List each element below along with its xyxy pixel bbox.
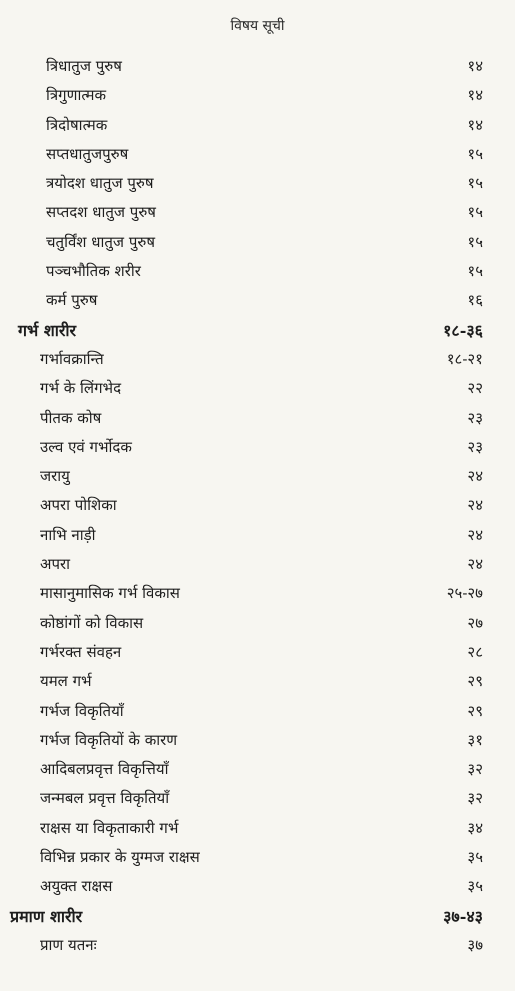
toc-entry-label: अपरा पोशिका bbox=[40, 496, 117, 515]
toc-section bbox=[0, 316, 515, 345]
toc-entry-label: त्रिधातुज पुरुष bbox=[46, 57, 122, 75]
toc-entry bbox=[0, 667, 515, 696]
toc-section-page: १८-३६ bbox=[443, 320, 483, 340]
toc-entry-page: २८ bbox=[467, 642, 483, 661]
toc-entry-page: २३ bbox=[467, 408, 483, 427]
toc-entry-page: २४ bbox=[467, 496, 483, 515]
toc-entry-page: १५ bbox=[467, 203, 483, 222]
toc-entry bbox=[0, 81, 515, 110]
page-header-title: विषय सूची bbox=[230, 18, 285, 34]
toc-entry bbox=[0, 931, 515, 960]
toc-entry-page: १५ bbox=[467, 232, 483, 251]
toc-entry-page: १५ bbox=[467, 262, 483, 281]
toc-entry bbox=[0, 433, 515, 462]
toc-entry-label: जरायु bbox=[40, 467, 70, 486]
toc-entry-page: १५ bbox=[467, 174, 483, 193]
toc-entry bbox=[0, 374, 515, 403]
toc-entry bbox=[0, 257, 515, 286]
toc-entry-page: २५-२७ bbox=[446, 584, 483, 603]
toc-entry bbox=[0, 286, 515, 315]
toc-entry-page: ३२ bbox=[467, 760, 483, 779]
toc-entry-label: उल्व एवं गर्भोदक bbox=[40, 437, 132, 456]
toc-entry-label: गर्भज विकृतियाँ bbox=[40, 701, 124, 720]
toc-entry-label: प्राण यतनः bbox=[40, 935, 97, 954]
toc-entry-label: पीतक कोष bbox=[40, 408, 102, 427]
toc-entry-label: त्रिदोषात्मक bbox=[46, 115, 108, 134]
toc-entry-page: ३५ bbox=[467, 848, 483, 867]
toc-entry-label: कोष्ठांगों को विकास bbox=[40, 613, 144, 632]
toc-entry bbox=[0, 814, 515, 843]
toc-entry-label: जन्मबल प्रवृत्त विकृतियाँ bbox=[40, 789, 170, 808]
toc-section-label: प्रमाण शारीर bbox=[10, 906, 83, 926]
toc-entry-label: विभिन्न प्रकार के युग्मज राक्षस bbox=[40, 848, 200, 867]
toc-entry bbox=[0, 198, 515, 227]
table-of-contents bbox=[0, 52, 515, 960]
toc-entry-label: कर्म पुरुष bbox=[46, 291, 98, 310]
toc-entry bbox=[0, 638, 515, 667]
toc-entry bbox=[0, 726, 515, 755]
toc-entry bbox=[0, 345, 515, 374]
toc-entry bbox=[0, 697, 515, 726]
toc-entry-label: पञ्चभौतिक शरीर bbox=[46, 262, 141, 281]
toc-entry-page: २९ bbox=[467, 701, 483, 720]
toc-entry-page: २४ bbox=[467, 555, 483, 574]
toc-entry-label: नाभि नाड़ी bbox=[40, 525, 96, 544]
toc-entry-label: सप्तधातुजपुरुष bbox=[46, 144, 129, 163]
toc-entry-label: गर्भावक्रान्ति bbox=[40, 349, 104, 368]
toc-entry bbox=[0, 784, 515, 813]
toc-entry bbox=[0, 52, 515, 81]
toc-entry-page: २७ bbox=[467, 613, 483, 632]
toc-entry bbox=[0, 404, 515, 433]
toc-entry-label: त्रिगुणात्मक bbox=[46, 86, 107, 105]
toc-entry bbox=[0, 140, 515, 169]
toc-entry-page: ३४ bbox=[467, 818, 483, 837]
toc-entry-page: १५ bbox=[467, 144, 483, 163]
toc-section-label: गर्भ शारीर bbox=[18, 320, 77, 340]
toc-entry bbox=[0, 550, 515, 579]
toc-entry bbox=[0, 111, 515, 140]
toc-entry bbox=[0, 228, 515, 257]
toc-entry-page: १४ bbox=[467, 57, 483, 75]
toc-entry-label: आदिबलप्रवृत्त विकृत्तियाँ bbox=[40, 760, 169, 779]
toc-entry-page: ३२ bbox=[467, 789, 483, 808]
toc-entry-page: २४ bbox=[467, 467, 483, 486]
toc-entry-page: १६ bbox=[467, 291, 483, 310]
toc-entry-label: सप्तदश धातुज पुरुष bbox=[46, 203, 156, 222]
toc-entry-label: गर्भ के लिंगभेद bbox=[40, 379, 122, 398]
toc-entry-page: १४ bbox=[467, 86, 483, 105]
toc-entry-label: राक्षस या विकृताकारी गर्भ bbox=[40, 818, 179, 837]
toc-entry bbox=[0, 755, 515, 784]
toc-entry-label: यमल गर्भ bbox=[40, 672, 92, 691]
toc-entry-page: २३ bbox=[467, 437, 483, 456]
toc-entry-label: अपरा bbox=[40, 555, 71, 574]
toc-section bbox=[0, 902, 515, 931]
toc-entry bbox=[0, 521, 515, 550]
toc-entry bbox=[0, 609, 515, 638]
toc-entry-page: २४ bbox=[467, 525, 483, 544]
toc-entry bbox=[0, 462, 515, 491]
toc-entry-page: २९ bbox=[467, 672, 483, 691]
toc-section-page: ३७-४३ bbox=[443, 906, 483, 926]
toc-entry-page: १४ bbox=[467, 115, 483, 134]
toc-entry bbox=[0, 491, 515, 520]
toc-entry-label: मासानुमासिक गर्भ विकास bbox=[40, 584, 180, 603]
toc-entry bbox=[0, 843, 515, 872]
toc-entry-page: २२ bbox=[467, 379, 483, 398]
toc-entry bbox=[0, 872, 515, 901]
toc-entry-label: त्रयोदश धातुज पुरुष bbox=[46, 174, 154, 193]
toc-entry bbox=[0, 169, 515, 198]
toc-entry-page: १८-२१ bbox=[446, 349, 483, 368]
toc-entry-page: ३७ bbox=[467, 935, 483, 954]
toc-entry-label: गर्भज विकृतियों के कारण bbox=[40, 730, 178, 749]
toc-entry-page: ३१ bbox=[467, 730, 483, 749]
toc-entry-label: चतुर्विंश धातुज पुरुष bbox=[46, 232, 155, 251]
toc-entry-label: अयुक्त राक्षस bbox=[40, 877, 113, 896]
toc-entry-label: गर्भरक्त संवहन bbox=[40, 642, 122, 661]
toc-entry-page: ३५ bbox=[467, 877, 483, 896]
toc-entry bbox=[0, 579, 515, 608]
